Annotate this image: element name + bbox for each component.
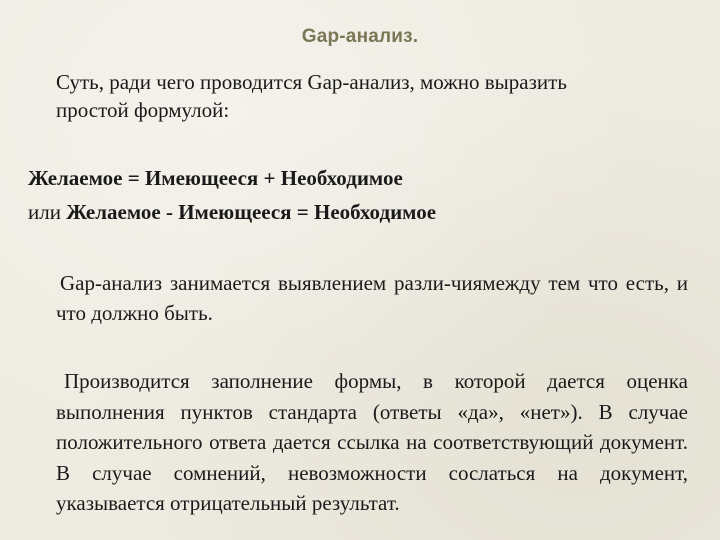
procedure-paragraph: Производится заполнение формы, в которой дается оценка выполнения пунктов стандарта (ответы «да», «нет»). В случае положительного ответа дается ссылка на соответствующий документ. В случае сомнений, невозможности сослаться на документ, указывается отрицательный результат. (56, 369, 688, 515)
formula-operator-equals: = (122, 166, 145, 190)
formula-difference (28, 198, 436, 226)
gap-definition-paragraph: Gap-анализ занимается выявлением разли-чиямежду тем что есть, и что должно быть. (56, 271, 688, 325)
formula-sum (28, 164, 403, 192)
slide-title: Gap-анализ. (301, 26, 419, 47)
formula-operator-plus: + (258, 166, 281, 190)
formula-prefix: или (28, 200, 67, 224)
intro-text (56, 68, 676, 124)
formula-operator-minus: - (160, 200, 179, 224)
formula-existing: Имеющееся (178, 200, 292, 224)
formula-needed: Необходимое (280, 166, 403, 190)
formula-needed: Необходимое (314, 200, 437, 224)
formula-desired: Желаемое (28, 166, 123, 190)
formula-desired: Желаемое (66, 200, 161, 224)
formula-existing: Имеющееся (144, 166, 259, 190)
intro-line-2: простой формулой: (56, 98, 230, 122)
formula-operator-equals: = (291, 200, 314, 224)
intro-line-1: Суть, ради чего проводится Gap-анализ, можно выразить (56, 70, 567, 94)
